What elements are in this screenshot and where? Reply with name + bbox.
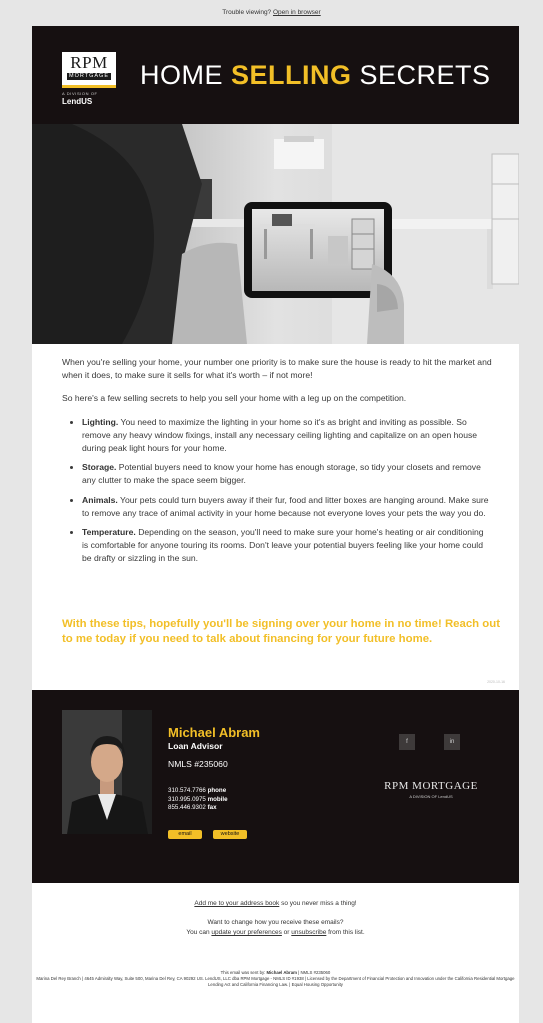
rpm-mortgage-logo (62, 52, 116, 106)
website-button[interactable]: website (213, 830, 247, 839)
hero-image (32, 124, 519, 344)
cta-text: With these tips, hopefully you'll be signing over your home in no time! Reach out to me today if you need to talk about financing for your future home. (62, 618, 501, 645)
tips-list (82, 416, 492, 566)
legal-disclosure: Marina Del Rey Branch | 4645 Admiralty Way, Suite 500, Marina Del Rey, CA 90292 US. LendUS, LLC dba RPM Mortgage - NMLS ID #1938 | Licensed by the Department of Financial Protection and Innovation under the California Residential Mortgage Lending Act and California Financing Law. | Equal Housing Opportunity (36, 976, 515, 987)
advisor-contacts (168, 787, 228, 813)
fax-line: 855.446.9302 fax (168, 804, 217, 811)
logo-mortgage-text: MORTGAGE (69, 73, 109, 79)
content-id: 2020-10-16 (487, 680, 505, 684)
open-in-browser-link[interactable]: Open in browser (273, 9, 321, 16)
advisor-name: Michael Abram (168, 725, 260, 740)
email-header (32, 26, 519, 124)
mobile-line[interactable]: 310.995.0975 mobile (168, 795, 228, 803)
change-question: Want to change how you receive these emails? (207, 919, 344, 926)
rpm-footer-logo (378, 780, 484, 799)
add-address-book-link[interactable]: Add me to your address book (194, 900, 280, 907)
footer-brand: RPM MORTGAGE (384, 780, 478, 792)
footer-links: Add me to your address book so you never miss a thing! Want to change how you receive these emails? You can update your preferences or unsubscribe from this list. (32, 899, 519, 938)
update-preferences-link[interactable]: update your preferences (211, 929, 282, 936)
signature-block (32, 690, 519, 883)
advisor-photo (62, 710, 152, 834)
linkedin-icon[interactable]: in (444, 734, 460, 750)
footer-brand-sub: A DIVISION OF LendUS (409, 794, 453, 799)
hero-illustration (32, 124, 519, 344)
facebook-icon[interactable]: f (399, 734, 415, 750)
email-button[interactable]: email (168, 830, 202, 839)
logo-rpm-text: RPM (70, 53, 108, 72)
sent-by-name: Michael Abram (266, 970, 297, 975)
unsubscribe-link[interactable]: unsubscribe (291, 929, 327, 936)
body-copy (62, 356, 492, 572)
list-item: • Animals. Your pets could turn buyers away if their fur, food and litter boxes are hanging around. Make sure to remove any trace of animal activity in your home because not everyone loves your pets the way you do. (82, 494, 492, 520)
list-item: • Storage. Potential buyers need to know your home has enough storage, so tidy your closets and remove any clutter to make the space seem bigger. (82, 461, 492, 487)
list-item: • Lighting. You need to maximize the lighting in your home so it's as bright and inviting as possible. So remove any heavy window fixings, install any necessary ceiling lighting and capitalize on an open house during peak light hours for your home. (82, 416, 492, 456)
email-body (32, 26, 519, 1023)
phone-line[interactable]: 310.574.7766 phone (168, 787, 227, 794)
headline-highlight: SELLING (231, 60, 352, 90)
legal-text: This email was sent by: Michael Abram | NMLS #235060 Marina Del Rey Branch | 4645 Admiralty Way, Suite 500, Marina Del Rey, CA 90292 US. LendUS, LLC dba RPM Mortgage - NMLS ID #1938 | Licensed by the Department of Financial Protection and Innovation under the California Residential Mortgage Lending Act and California Financing Law. | Equal Housing Opportunity (32, 970, 519, 988)
logo-gold-rule (62, 85, 116, 88)
lead-paragraph: So here's a few selling secrets to help you sell your home with a leg up on the competition. (62, 393, 407, 404)
trouble-viewing-text: Trouble viewing? (222, 9, 272, 16)
trouble-viewing-bar (0, 0, 543, 26)
headline: HOME SELLING SECRETS (140, 60, 491, 90)
logo-division-text: A DIVISION OF (62, 91, 98, 96)
advisor-nmls: NMLS #235060 (168, 759, 228, 769)
advisor-photo-illustration (62, 710, 152, 834)
list-item: • Temperature. Depending on the season, you'll need to make sure your home's heating or air conditioning is comfortable for anyone touring its rooms. Don't leave your potential buyers feeling like your home could be drafty or sizzling in the sun. (82, 526, 492, 566)
logo-lendus-text: LendUS (62, 97, 93, 106)
intro-paragraph: When you're selling your home, your number one priority is to make sure the house is ready to hit the market and when it does, to make sure it sells for what it's worth – if not more! (62, 357, 492, 381)
advisor-title: Loan Advisor (168, 741, 223, 751)
